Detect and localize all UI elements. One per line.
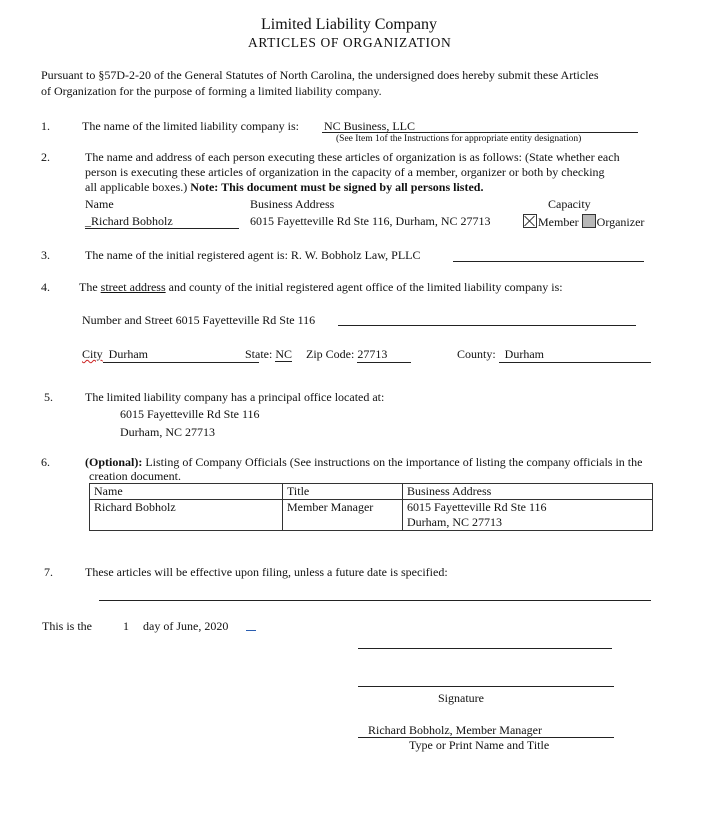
registered-agent-line: [453, 261, 644, 262]
city-label: City: [82, 347, 103, 361]
official-title: Member Manager: [283, 500, 403, 531]
organizer-checkbox[interactable]: [582, 214, 596, 228]
item-1-number: 1.: [41, 119, 50, 133]
dateline-suffix: day of June, 2020: [143, 619, 229, 633]
county-label: County:: [457, 347, 496, 361]
item-1-text: The name of the limited liability company is:: [82, 119, 299, 133]
item-1-note: (See Item 1of the Instructions for appropriate entity designation): [336, 134, 582, 144]
table-header-address: Business Address: [403, 484, 653, 500]
signature-label: Signature: [438, 691, 484, 705]
company-officials-table: [89, 483, 653, 531]
item-6-text: [85, 455, 642, 470]
principal-office-line-1: 6015 Fayetteville Rd Ste 116: [120, 407, 260, 421]
official-address: [403, 500, 653, 531]
cursor-marker: [246, 630, 256, 631]
signature-line[interactable]: [358, 686, 614, 687]
table-header-title: Title: [283, 484, 403, 500]
col-name-header: Name: [85, 197, 114, 211]
person-name-field[interactable]: [85, 214, 239, 229]
item-4-text-b: and county of the initial registered agent office of the limited liability company is:: [165, 280, 563, 294]
street-label: Number and Street: [82, 313, 173, 327]
official-name: Richard Bobholz: [90, 500, 283, 531]
item-2-line-1: The name and address of each person executing these articles of organization is as follows: (State whether each: [85, 150, 620, 164]
document-subtitle: ARTICLES OF ORGANIZATION: [248, 35, 452, 50]
official-address-line-1: 6015 Fayetteville Rd Ste 116: [407, 500, 547, 514]
item-6-text-body: Listing of Company Officials (See instructions on the importance of listing the company officials in the: [142, 455, 643, 469]
official-address-line-2: Durham, NC 27713: [407, 515, 502, 529]
table-row: [90, 500, 653, 531]
printed-name-field[interactable]: [358, 723, 614, 738]
item-6-number: 6.: [41, 455, 50, 469]
principal-office-line-2: Durham, NC 27713: [120, 425, 215, 439]
printed-name-caption: Type or Print Name and Title: [409, 738, 550, 752]
organizer-label: Organizer: [596, 215, 645, 229]
street-address-link: street address: [100, 280, 166, 294]
blank-line-1[interactable]: [358, 648, 612, 649]
table-header-row: [90, 484, 653, 500]
item-4-number: 4.: [41, 280, 50, 294]
item-5-text: The limited liability company has a principal office located at:: [85, 390, 385, 404]
printed-name-value: Richard Bobholz, Member Manager: [368, 723, 542, 737]
col-address-header: Business Address: [250, 197, 335, 211]
city-field[interactable]: [82, 347, 259, 363]
capacity-checkboxes: [523, 214, 644, 230]
member-label: Member: [538, 215, 579, 229]
state-field[interactable]: [245, 347, 292, 362]
document-title: Limited Liability Company: [261, 16, 437, 33]
item-7-text: These articles will be effective upon filing, unless a future date is specified:: [85, 565, 448, 579]
item-4-text-a: The: [79, 280, 101, 294]
state-value: NC: [275, 347, 292, 361]
llc-name-value: NC Business, LLC: [324, 119, 416, 133]
item-4-text: [79, 280, 563, 295]
county-value: Durham: [499, 347, 651, 363]
zip-label: Zip Code:: [306, 347, 355, 361]
col-capacity-header: Capacity: [548, 197, 591, 211]
signature-note: Note: This document must be signed by all persons listed.: [190, 180, 484, 194]
item-2-line-3: [85, 180, 483, 195]
street-row: [82, 313, 315, 328]
item-2-line-3-text: all applicable boxes.): [85, 180, 191, 194]
intro-line-1: Pursuant to §57D-2-20 of the General Statutes of North Carolina, the undersigned does hereby submit these Articles: [41, 68, 599, 82]
dateline-prefix: This is the: [42, 619, 92, 633]
table-header-name: Name: [90, 484, 283, 500]
item-7-number: 7.: [44, 565, 53, 579]
item-2-line-2: person is executing these articles of organization in the capacity of a member, organizer or both by checking: [85, 165, 605, 179]
street-value: 6015 Fayetteville Rd Ste 116: [175, 313, 316, 327]
city-value: Durham: [108, 347, 148, 361]
item-2-number: 2.: [41, 150, 50, 164]
city-value-line: [103, 347, 259, 363]
intro-line-2: of Organization for the purpose of forming a limited liability company.: [41, 84, 382, 98]
zip-field[interactable]: [306, 347, 411, 363]
state-label: State:: [245, 347, 273, 361]
item-6-text-2: creation document.: [89, 469, 181, 483]
member-checkbox[interactable]: [523, 214, 537, 228]
person-name-value: _Richard Bobholz: [85, 214, 173, 228]
person-address: 6015 Fayetteville Rd Ste 116, Durham, NC 27713: [250, 214, 491, 228]
item-3-text: The name of the initial registered agent is: R. W. Bobholz Law, PLLC: [85, 248, 421, 262]
dateline-day: 1: [123, 619, 129, 633]
item-5-number: 5.: [44, 390, 53, 404]
item-3-number: 3.: [41, 248, 50, 262]
county-field[interactable]: [457, 347, 651, 363]
llc-name-field[interactable]: [322, 119, 638, 133]
future-date-line[interactable]: [99, 600, 651, 601]
optional-label: (Optional):: [85, 455, 143, 469]
street-line: [338, 325, 636, 326]
zip-value: 27713: [357, 347, 411, 363]
